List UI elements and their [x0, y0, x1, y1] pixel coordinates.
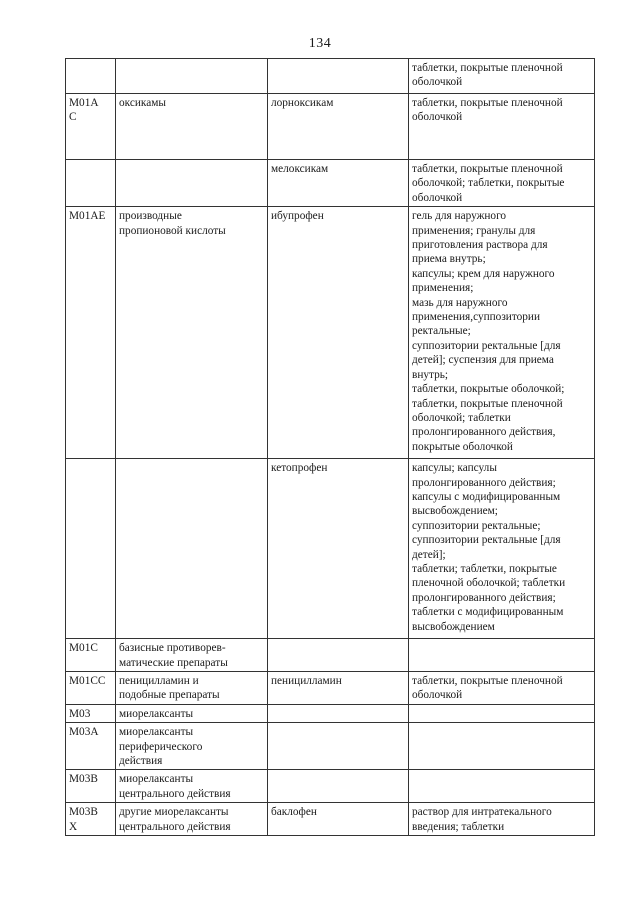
table-row	[66, 704, 595, 722]
group-name-cell: базисные противорев- матические препараты	[116, 639, 268, 672]
atc-code-cell: M03B X	[66, 803, 116, 836]
table-row	[66, 723, 595, 770]
drug-name-cell	[268, 59, 409, 94]
table-row	[66, 59, 595, 94]
atc-code-cell: M03	[66, 704, 116, 722]
atc-code-cell	[66, 59, 116, 94]
table-row	[66, 459, 595, 639]
drug-name-cell	[268, 704, 409, 722]
drug-name-cell: пеницилламин	[268, 672, 409, 705]
group-name-cell: миорелаксанты	[116, 704, 268, 722]
drug-name-cell	[268, 639, 409, 672]
dosage-form-cell	[409, 723, 595, 770]
group-name-cell: миорелаксанты центрального действия	[116, 770, 268, 803]
atc-code-cell	[66, 160, 116, 207]
group-name-cell: другие миорелаксанты центрального действия	[116, 803, 268, 836]
group-name-cell: оксикамы	[116, 94, 268, 160]
dosage-form-cell: таблетки, покрытые пленочной оболочкой	[409, 94, 595, 160]
group-name-cell: миорелаксанты периферического действия	[116, 723, 268, 770]
drug-name-cell	[268, 723, 409, 770]
table-row	[66, 803, 595, 836]
table-row	[66, 639, 595, 672]
atc-code-cell: M01AE	[66, 207, 116, 459]
table-row	[66, 94, 595, 160]
group-name-cell: производные пропионовой кислоты	[116, 207, 268, 459]
atc-code-cell	[66, 459, 116, 639]
drug-name-cell	[268, 770, 409, 803]
dosage-form-cell: гель для наружного применения; гранулы для приготовления раствора для приема внутрь; капсулы; крем для наружного применения; мазь для наружного применения,суппозитории ректальные; суппозитории ректальные [для детей]; суспензия для приема внутрь; таблетки, покрытые оболочкой; таблетки, покрытые пленочной оболочкой; таблетки пролонгированного действия, покрытые оболочкой	[409, 207, 595, 459]
group-name-cell	[116, 59, 268, 94]
table-row	[66, 207, 595, 459]
dosage-form-cell: капсулы; капсулы пролонгированного действия; капсулы с модифицированным высвобождением; суппозитории ректальные; суппозитории ректальные [для детей]; таблетки; таблетки, покрытые пленочной оболочкой; таблетки пролонгированного действия; таблетки с модифицированным высвобождением	[409, 459, 595, 639]
table-row	[66, 160, 595, 207]
table-row	[66, 672, 595, 705]
dosage-form-cell: таблетки, покрытые пленочной оболочкой	[409, 59, 595, 94]
drug-table	[65, 58, 595, 836]
table-body	[66, 59, 595, 836]
drug-name-cell: кетопрофен	[268, 459, 409, 639]
atc-code-cell: M03A	[66, 723, 116, 770]
dosage-form-cell: раствор для интратекального введения; таблетки	[409, 803, 595, 836]
dosage-form-cell: таблетки, покрытые пленочной оболочкой	[409, 672, 595, 705]
drug-name-cell: лорноксикам	[268, 94, 409, 160]
group-name-cell	[116, 459, 268, 639]
atc-code-cell: M01C	[66, 639, 116, 672]
dosage-form-cell	[409, 770, 595, 803]
group-name-cell: пеницилламин и подобные препараты	[116, 672, 268, 705]
atc-code-cell: M01CC	[66, 672, 116, 705]
group-name-cell	[116, 160, 268, 207]
drug-name-cell: баклофен	[268, 803, 409, 836]
drug-name-cell: ибупрофен	[268, 207, 409, 459]
dosage-form-cell	[409, 639, 595, 672]
dosage-form-cell	[409, 704, 595, 722]
dosage-form-cell: таблетки, покрытые пленочной оболочкой; таблетки, покрытые оболочкой	[409, 160, 595, 207]
atc-code-cell: M03B	[66, 770, 116, 803]
atc-code-cell: M01A C	[66, 94, 116, 160]
drug-name-cell: мелоксикам	[268, 160, 409, 207]
table-row	[66, 770, 595, 803]
page-number: 134	[308, 36, 332, 51]
